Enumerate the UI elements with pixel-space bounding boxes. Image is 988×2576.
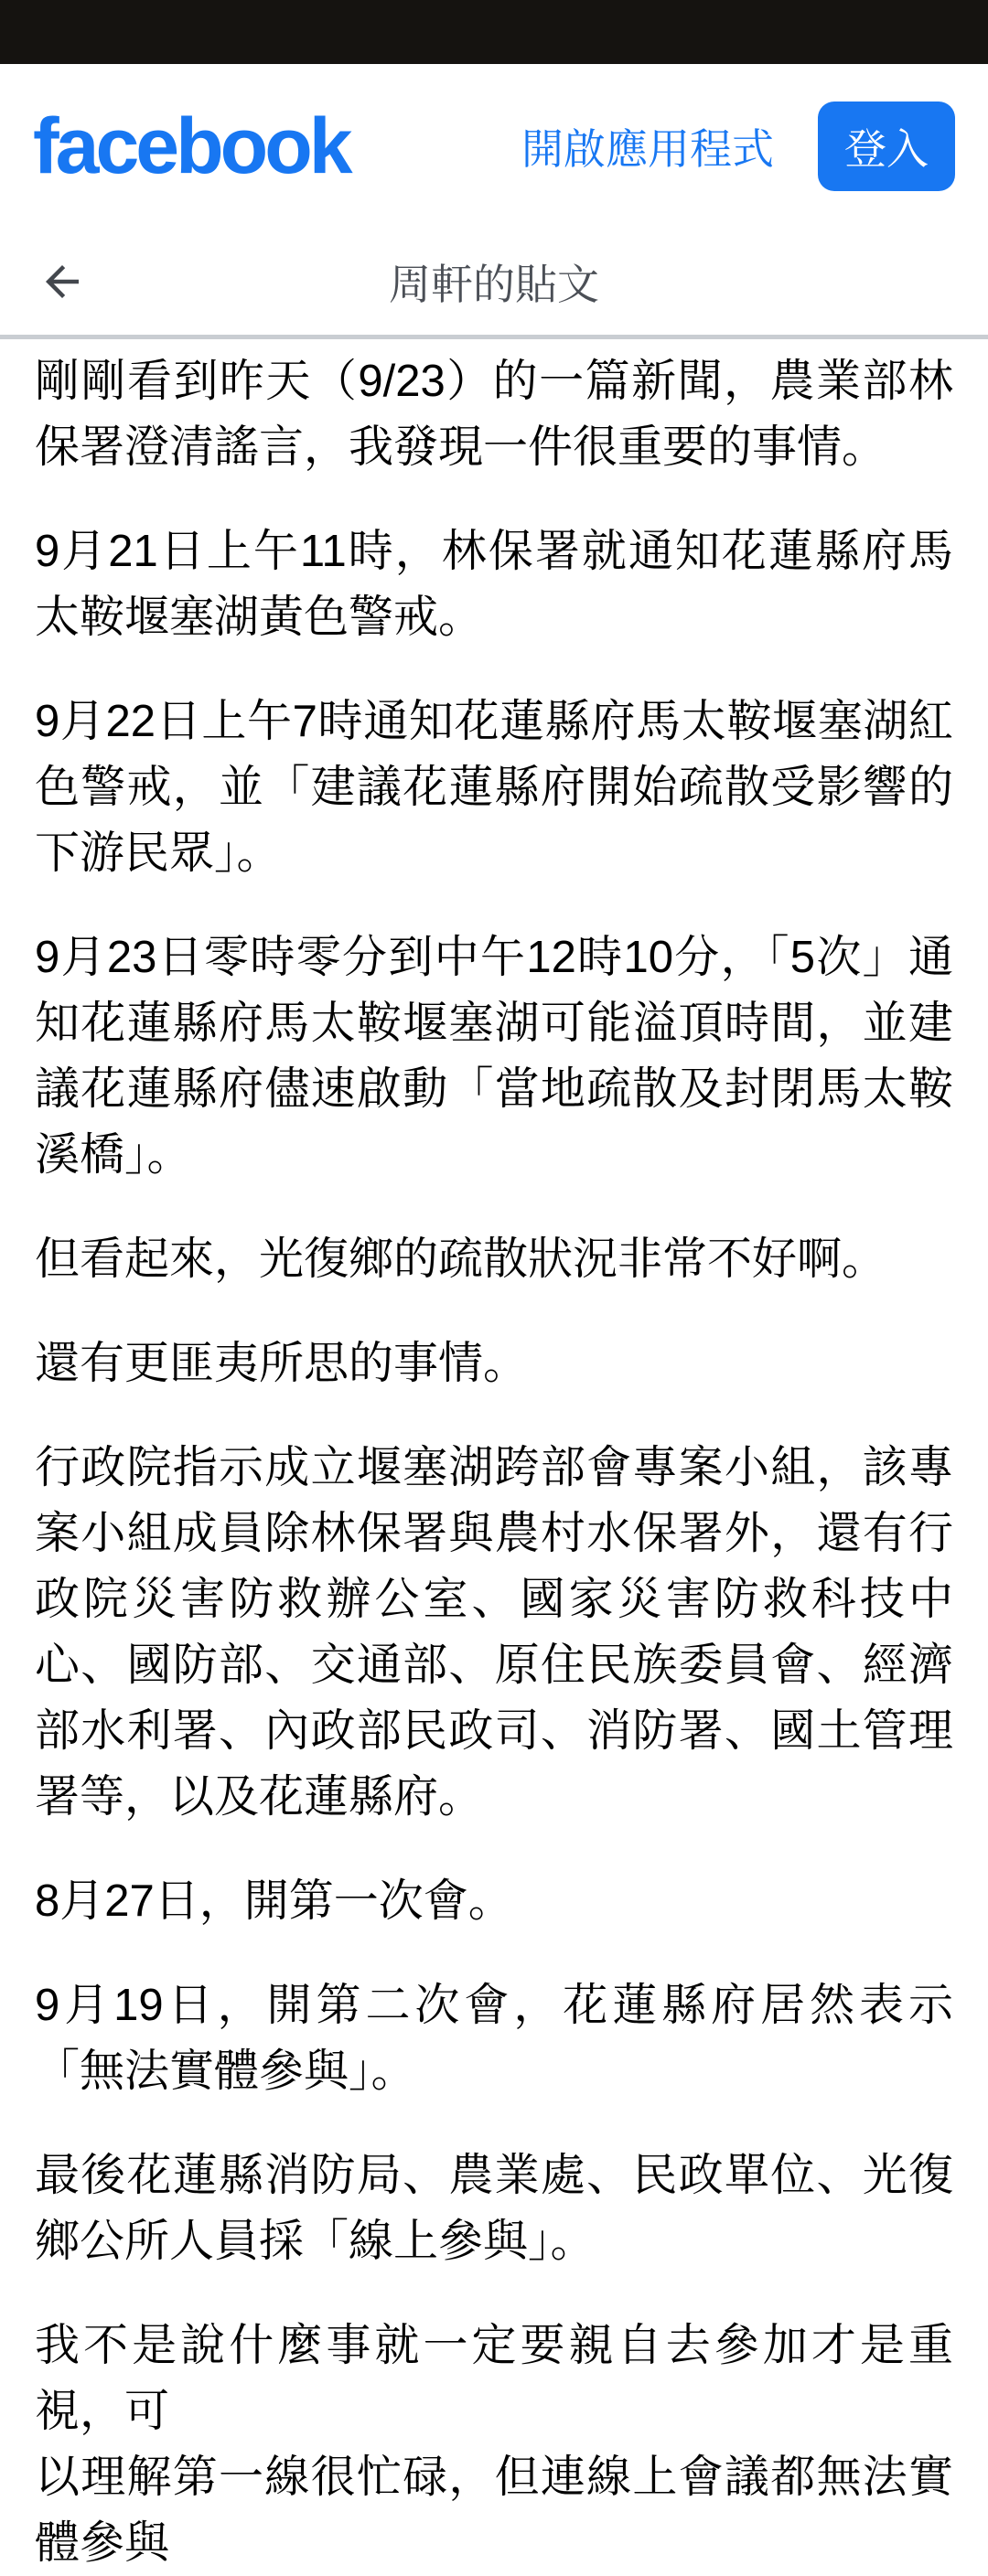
- post-paragraph: 我不是說什麼事就一定要親自去參加才是重視，可: [35, 2321, 953, 2436]
- post-navbar: [0, 229, 988, 335]
- post-paragraph: 9月22日上午7時通知花蓮縣府馬太鞍堰塞湖紅色警戒，並「建議花蓮縣府開始疏散受影響的下游民眾」。: [35, 697, 953, 878]
- post-paragraph: 9月21日上午11時，林保署就通知花蓮縣府馬太鞍堰塞湖黃色警戒。: [35, 527, 953, 642]
- page-title: 周軒的貼文: [389, 261, 599, 308]
- facebook-header: [0, 64, 988, 229]
- post-paragraph: 8月27日，開第一次會。: [35, 1876, 513, 1926]
- post-paragraph: 行政院指示成立堰塞湖跨部會專案小組，該專案小組成員除林保署與農村水保署外，還有行政院災害防救辦公室、國家災害防救科技中心、國防部、交通部、原住民族委員會、經濟部水利署、內政部民政司、消防署、國土管理署等，以及花蓮縣府。: [35, 1443, 953, 1822]
- header-actions: [521, 102, 955, 191]
- open-app-link[interactable]: 開啟應用程式: [521, 125, 774, 173]
- back-button[interactable]: [35, 254, 90, 309]
- post-paragraph: 但看起來，光復鄉的疏散狀況非常不好啊。: [35, 1235, 887, 1284]
- post-content: [0, 339, 988, 2568]
- post-paragraph: 剛剛看到昨天（9/23）的一篇新聞，農業部林保署澄清謠言，我發現一件很重要的事情。: [35, 357, 953, 472]
- post-paragraph: 9月19日，開第二次會，花蓮縣府居然表示「無法實體參與」。: [35, 1981, 953, 2096]
- post-paragraph: 還有更匪夷所思的事情。: [35, 1339, 529, 1388]
- facebook-logo[interactable]: facebook: [33, 102, 349, 190]
- post-paragraph-clipped: 以理解第一線很忙碌，但連線上會議都無法實體參與: [35, 2453, 953, 2568]
- status-bar: [0, 0, 988, 64]
- post-paragraph: 最後花蓮縣消防局、農業處、民政單位、光復鄉公所人員採「線上參與」。: [35, 2151, 953, 2266]
- arrow-left-icon: [38, 257, 87, 306]
- post-paragraphs: [35, 348, 953, 2444]
- post-paragraph: 9月23日零時零分到中午12時10分，「5次」通知花蓮縣府馬太鞍堰塞湖可能溢頂時間，並建議花蓮縣府儘速啟動「當地疏散及封閉馬太鞍溪橋」。: [35, 933, 953, 1180]
- login-button[interactable]: 登入: [818, 102, 955, 191]
